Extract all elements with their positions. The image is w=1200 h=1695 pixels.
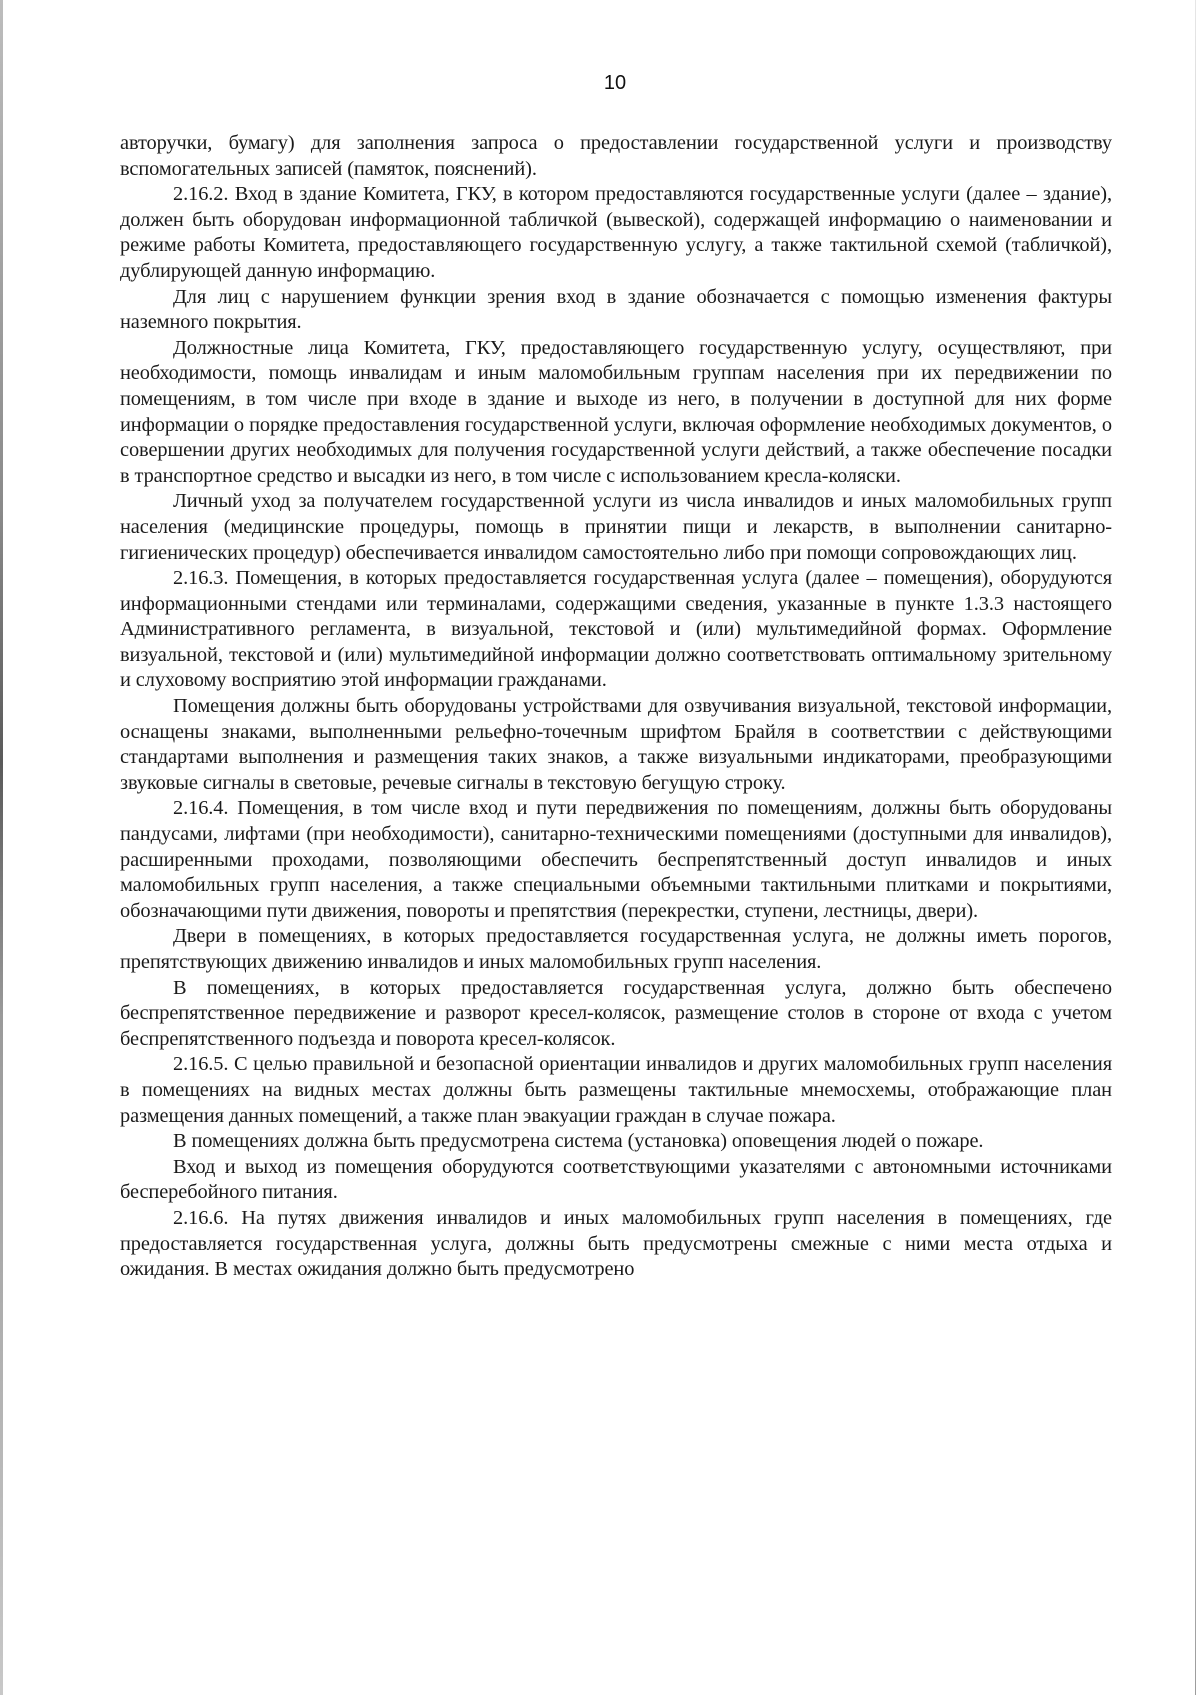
paragraph: 2.16.3. Помещения, в которых предоставляется государственная услуга (далее – помещения), оборудуются информационными стендами или терминалами, содержащими сведения, указанные в пункте 1.3.3 настоящего Административного регламента, в визуальной, текстовой и (или) мультимедийной формах. Оформление визуальной, текстовой и (или) мультимедийной информации должно соответствовать оптимальному зрительному и слуховому восприятию этой информации гражданами. — [120, 567, 1112, 692]
page-number: 10 — [603, 72, 627, 94]
paragraph: 2.16.4. Помещения, в том числе вход и пути передвижения по помещениям, должны быть оборудованы пандусами, лифтами (при необходимости), санитарно-техническими помещениями (доступными для инвалидов), расширенными проходами, позволяющими обеспечить беспрепятственный доступ инвалидов и иных маломобильных групп населения, а также специальными объемными тактильными плитками и покрытиями, обозначающими пути движения, повороты и препятствия (перекрестки, ступени, лестницы, двери). — [120, 797, 1112, 922]
paragraph: Должностные лица Комитета, ГКУ, предоставляющего государственную услугу, осуществляют, при необходимости, помощь инвалидам и иным маломобильным группам населения при их передвижении по помещениям, в том числе при входе в здание и выходе из него, в получении в доступной для них форме информации о порядке предоставления государственной услуги, включая оформление необходимых документов, о совершении других необходимых для получения государственной услуги действий, а также обеспечение посадки в транспортное средство и высадки из него, в том числе с использованием кресла-коляски. — [120, 336, 1112, 487]
paragraph: 2.16.6. На путях движения инвалидов и иных маломобильных групп населения в помещениях, где предоставляется государственная услуга, должны быть предусмотрены смежные с ними места отдыха и ожидания. В местах ожидания должно быть предусмотрено — [120, 1206, 1112, 1281]
paragraph: Личный уход за получателем государственной услуги из числа инвалидов и иных маломобильных групп населения (медицинские процедуры, помощь в принятии пищи и лекарств, в выполнении санитарно-гигиенических процедур) обеспечивается инвалидом самостоятельно либо при помощи сопровождающих лиц. — [120, 490, 1112, 564]
paragraph: В помещениях, в которых предоставляется государственная услуга, должно быть обеспечено беспрепятственное передвижение и разворот кресел-колясок, размещение столов в стороне от входа с учетом беспрепятственного подъезда и поворота кресел-колясок. — [120, 976, 1112, 1050]
paragraph: Вход и выход из помещения оборудуются соответствующими указателями с автономными источниками бесперебойного питания. — [120, 1155, 1112, 1204]
paragraph: 2.16.5. С целью правильной и безопасной ориентации инвалидов и других маломобильных групп населения в помещениях на видных местах должны быть размещены тактильные мнемосхемы, отображающие план размещения данных помещений, а также план эвакуации граждан в случае пожара. — [120, 1053, 1112, 1127]
paragraph: 2.16.2. Вход в здание Комитета, ГКУ, в котором предоставляются государственные услуги (далее – здание), должен быть оборудован информационной табличкой (вывеской), содержащей информацию о наименовании и режиме работы Комитета, предоставляющего государственную услугу, а также тактильной схемой (табличкой), дублирующей данную информацию. — [120, 183, 1112, 282]
scan-edge-right — [1195, 0, 1196, 1695]
paragraph: В помещениях должна быть предусмотрена система (установка) оповещения людей о пожаре. — [173, 1130, 984, 1153]
paragraph: авторучки, бумагу) для заполнения запроса о предоставлении государственной услуги и производству вспомогательных записей (памяток, пояснений). — [120, 132, 1112, 180]
paragraph: Для лиц с нарушением функции зрения вход в здание обозначается с помощью изменения фактуры наземного покрытия. — [120, 285, 1112, 334]
scan-edge-left — [0, 0, 3, 1695]
paragraph: Двери в помещениях, в которых предоставляется государственная услуга, не должны иметь порогов, препятствующих движению инвалидов и иных маломобильных групп населения. — [120, 925, 1112, 973]
paragraph: Помещения должны быть оборудованы устройствами для озвучивания визуальной, текстовой информации, оснащены знаками, выполненными рельефно-точечным шрифтом Брайля в соответствии с действующими стандартами выполнения и размещения таких знаков, а также визуальными индикаторами, преобразующими звуковые сигналы в световые, речевые сигналы в текстовую бегущую строку. — [120, 695, 1112, 794]
document-body — [120, 131, 1112, 1283]
